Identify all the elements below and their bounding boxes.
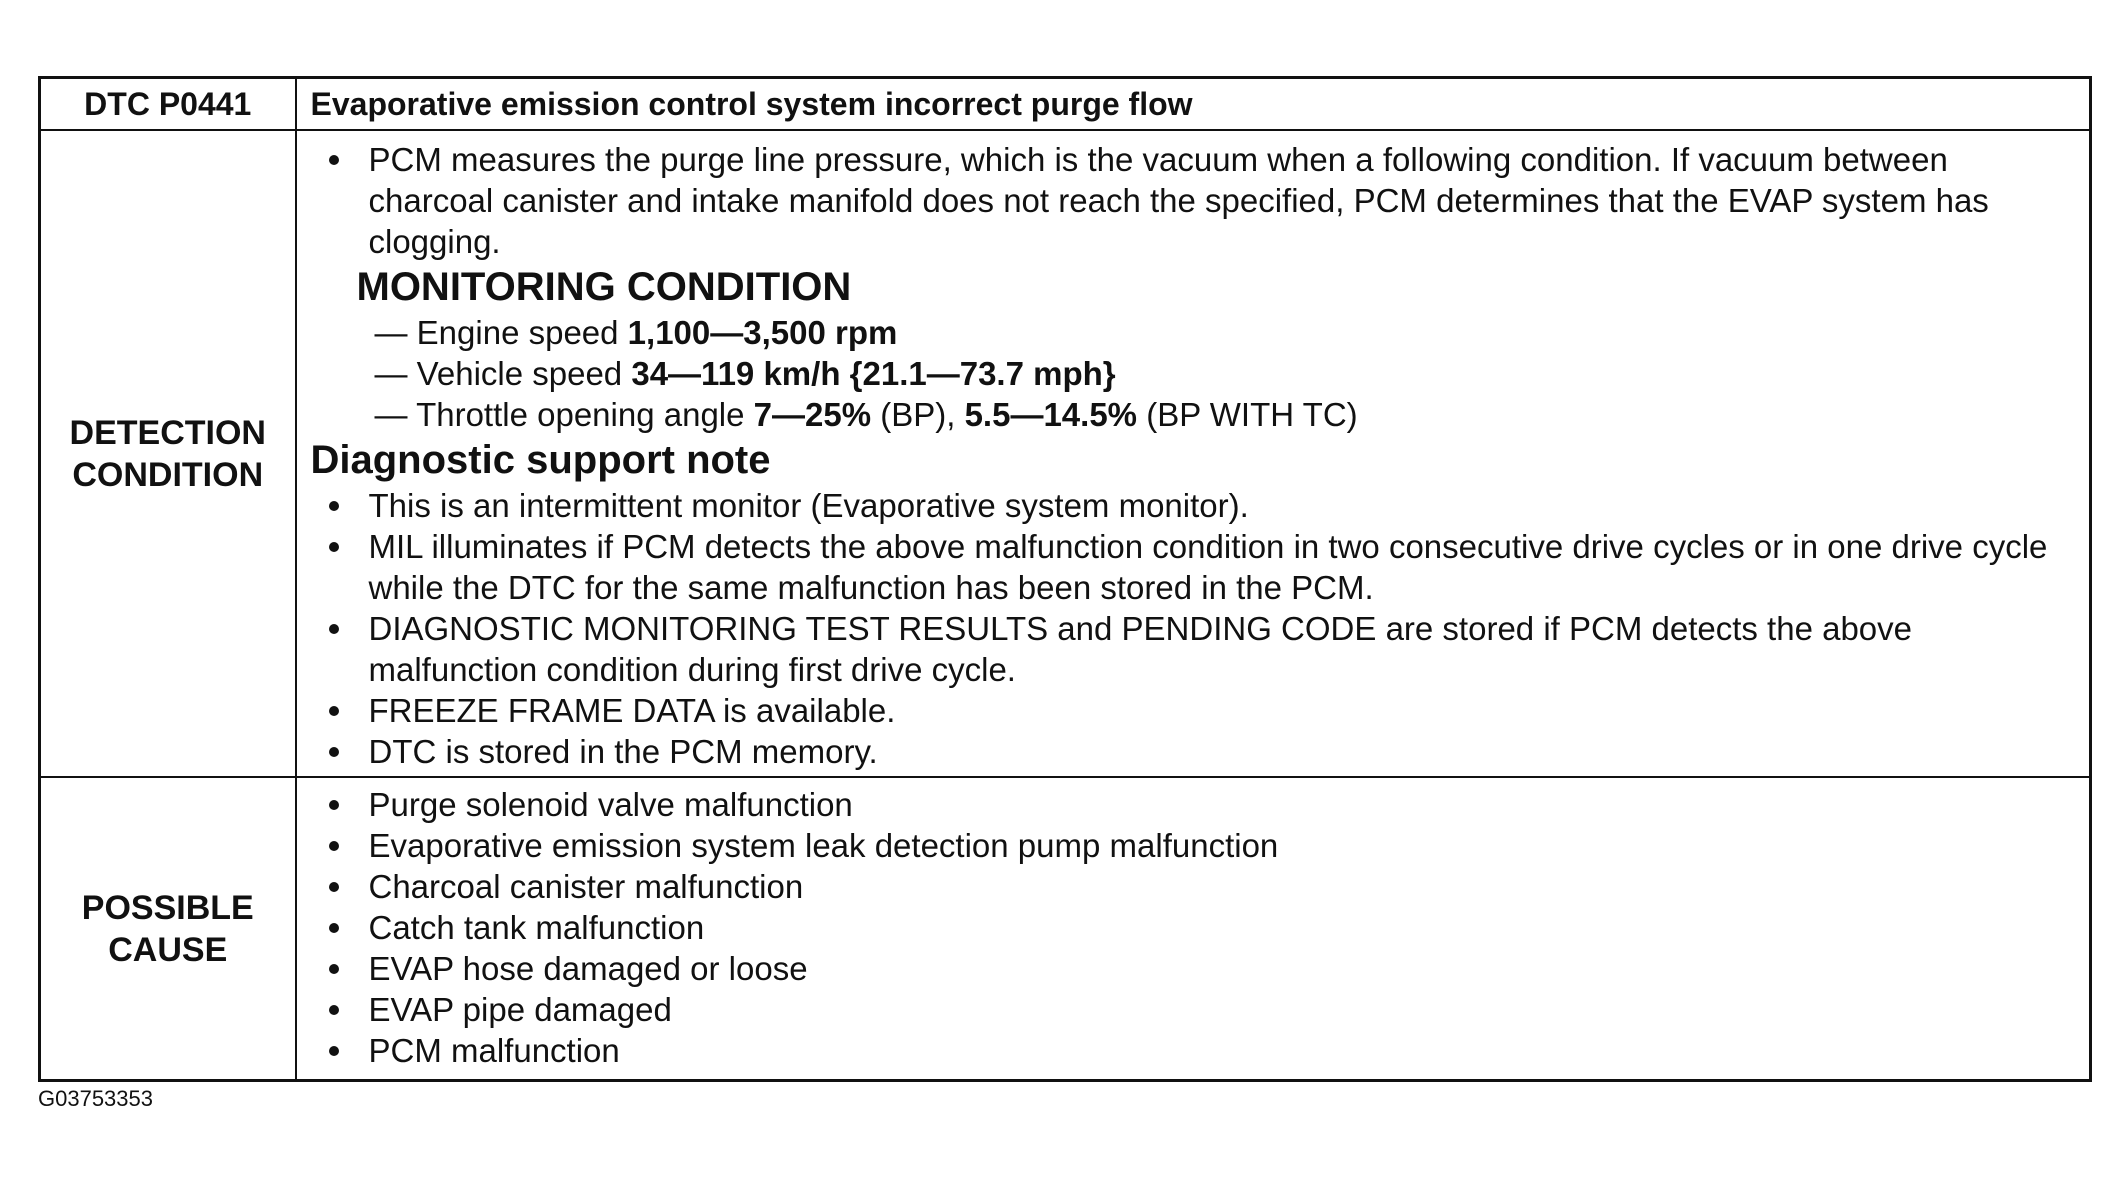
possible-cause-list bbox=[311, 784, 2076, 1071]
list-item bbox=[311, 139, 2076, 262]
bullet-icon bbox=[329, 747, 339, 757]
engine-speed-value: 1,100—3,500 rpm bbox=[627, 314, 898, 351]
diagnostic-notes-list bbox=[311, 485, 2076, 772]
bullet-icon bbox=[329, 542, 339, 552]
diagnostic-support-heading: Diagnostic support note bbox=[310, 438, 771, 482]
list-item: This is an intermittent monitor (Evaporative system monitor). bbox=[311, 485, 2076, 526]
monitoring-condition-heading: MONITORING CONDITION bbox=[356, 265, 852, 309]
monitoring-condition-list bbox=[311, 312, 2076, 435]
list-item: FREEZE FRAME DATA is available. bbox=[311, 690, 2076, 731]
detection-intro-text: PCM measures the purge line pressure, which is the vacuum when a following condition. If vacuum between charcoal canister and intake manifold does not reach the specified, PCM determines that the EVAP system has clogging. bbox=[368, 141, 1989, 260]
possible-cause-label bbox=[40, 777, 296, 1081]
bullet-icon bbox=[329, 923, 339, 933]
detection-row bbox=[40, 130, 2091, 777]
throttle-angle-bp-value: 7—25% bbox=[753, 396, 872, 433]
vehicle-speed-value: 34—119 km/h {21.1—73.7 mph} bbox=[631, 355, 1116, 392]
list-item: Evaporative emission system leak detection pump malfunction bbox=[311, 825, 2076, 866]
detection-condition-content bbox=[296, 130, 2091, 777]
bullet-icon bbox=[329, 882, 339, 892]
bullet-icon bbox=[329, 624, 339, 634]
bullet-icon bbox=[329, 1005, 339, 1015]
possible-label-line2: CAUSE bbox=[108, 930, 228, 969]
bullet-icon bbox=[329, 706, 339, 716]
list-item: Charcoal canister malfunction bbox=[311, 866, 2076, 907]
possible-cause-row bbox=[40, 777, 2091, 1081]
dtc-title: Evaporative emission control system incorrect purge flow bbox=[296, 78, 2091, 131]
detection-label-line1: DETECTION bbox=[69, 413, 266, 452]
throttle-angle-tc-value: 5.5—14.5% bbox=[964, 396, 1138, 433]
bullet-icon bbox=[329, 841, 339, 851]
detection-intro-list bbox=[311, 139, 2076, 262]
list-item: EVAP pipe damaged bbox=[311, 989, 2076, 1030]
list-item: PCM malfunction bbox=[311, 1030, 2076, 1071]
list-item: — Engine speed 1,100—3,500 rpm bbox=[374, 314, 898, 351]
list-item: Catch tank malfunction bbox=[311, 907, 2076, 948]
detection-condition-label bbox=[40, 130, 296, 777]
dtc-table bbox=[38, 76, 2092, 1082]
possible-cause-content bbox=[296, 777, 2091, 1081]
bullet-icon bbox=[329, 800, 339, 810]
dtc-code: DTC P0441 bbox=[40, 78, 296, 131]
possible-label-line1: POSSIBLE bbox=[81, 888, 254, 927]
list-item: — Vehicle speed 34—119 km/h {21.1—73.7 mph} bbox=[374, 355, 1116, 392]
list-item: Purge solenoid valve malfunction bbox=[311, 784, 2076, 825]
header-row bbox=[40, 78, 2091, 131]
list-item: — Throttle opening angle 7—25% (BP), 5.5—14.5% (BP WITH TC) bbox=[374, 396, 1358, 433]
detection-label-line2: CONDITION bbox=[72, 455, 264, 494]
list-item: MIL illuminates if PCM detects the above malfunction condition in two consecutive drive cycles or in one drive cycle while the DTC for the same malfunction has been stored in the PCM. bbox=[311, 526, 2076, 608]
bullet-icon bbox=[329, 155, 339, 165]
bullet-icon bbox=[329, 501, 339, 511]
list-item: EVAP hose damaged or loose bbox=[311, 948, 2076, 989]
bullet-icon bbox=[329, 964, 339, 974]
list-item: DTC is stored in the PCM memory. bbox=[311, 731, 2076, 772]
list-item: DIAGNOSTIC MONITORING TEST RESULTS and PENDING CODE are stored if PCM detects the above malfunction condition during first drive cycle. bbox=[311, 608, 2076, 690]
figure-id: G03753353 bbox=[38, 1086, 153, 1111]
bullet-icon bbox=[329, 1046, 339, 1056]
